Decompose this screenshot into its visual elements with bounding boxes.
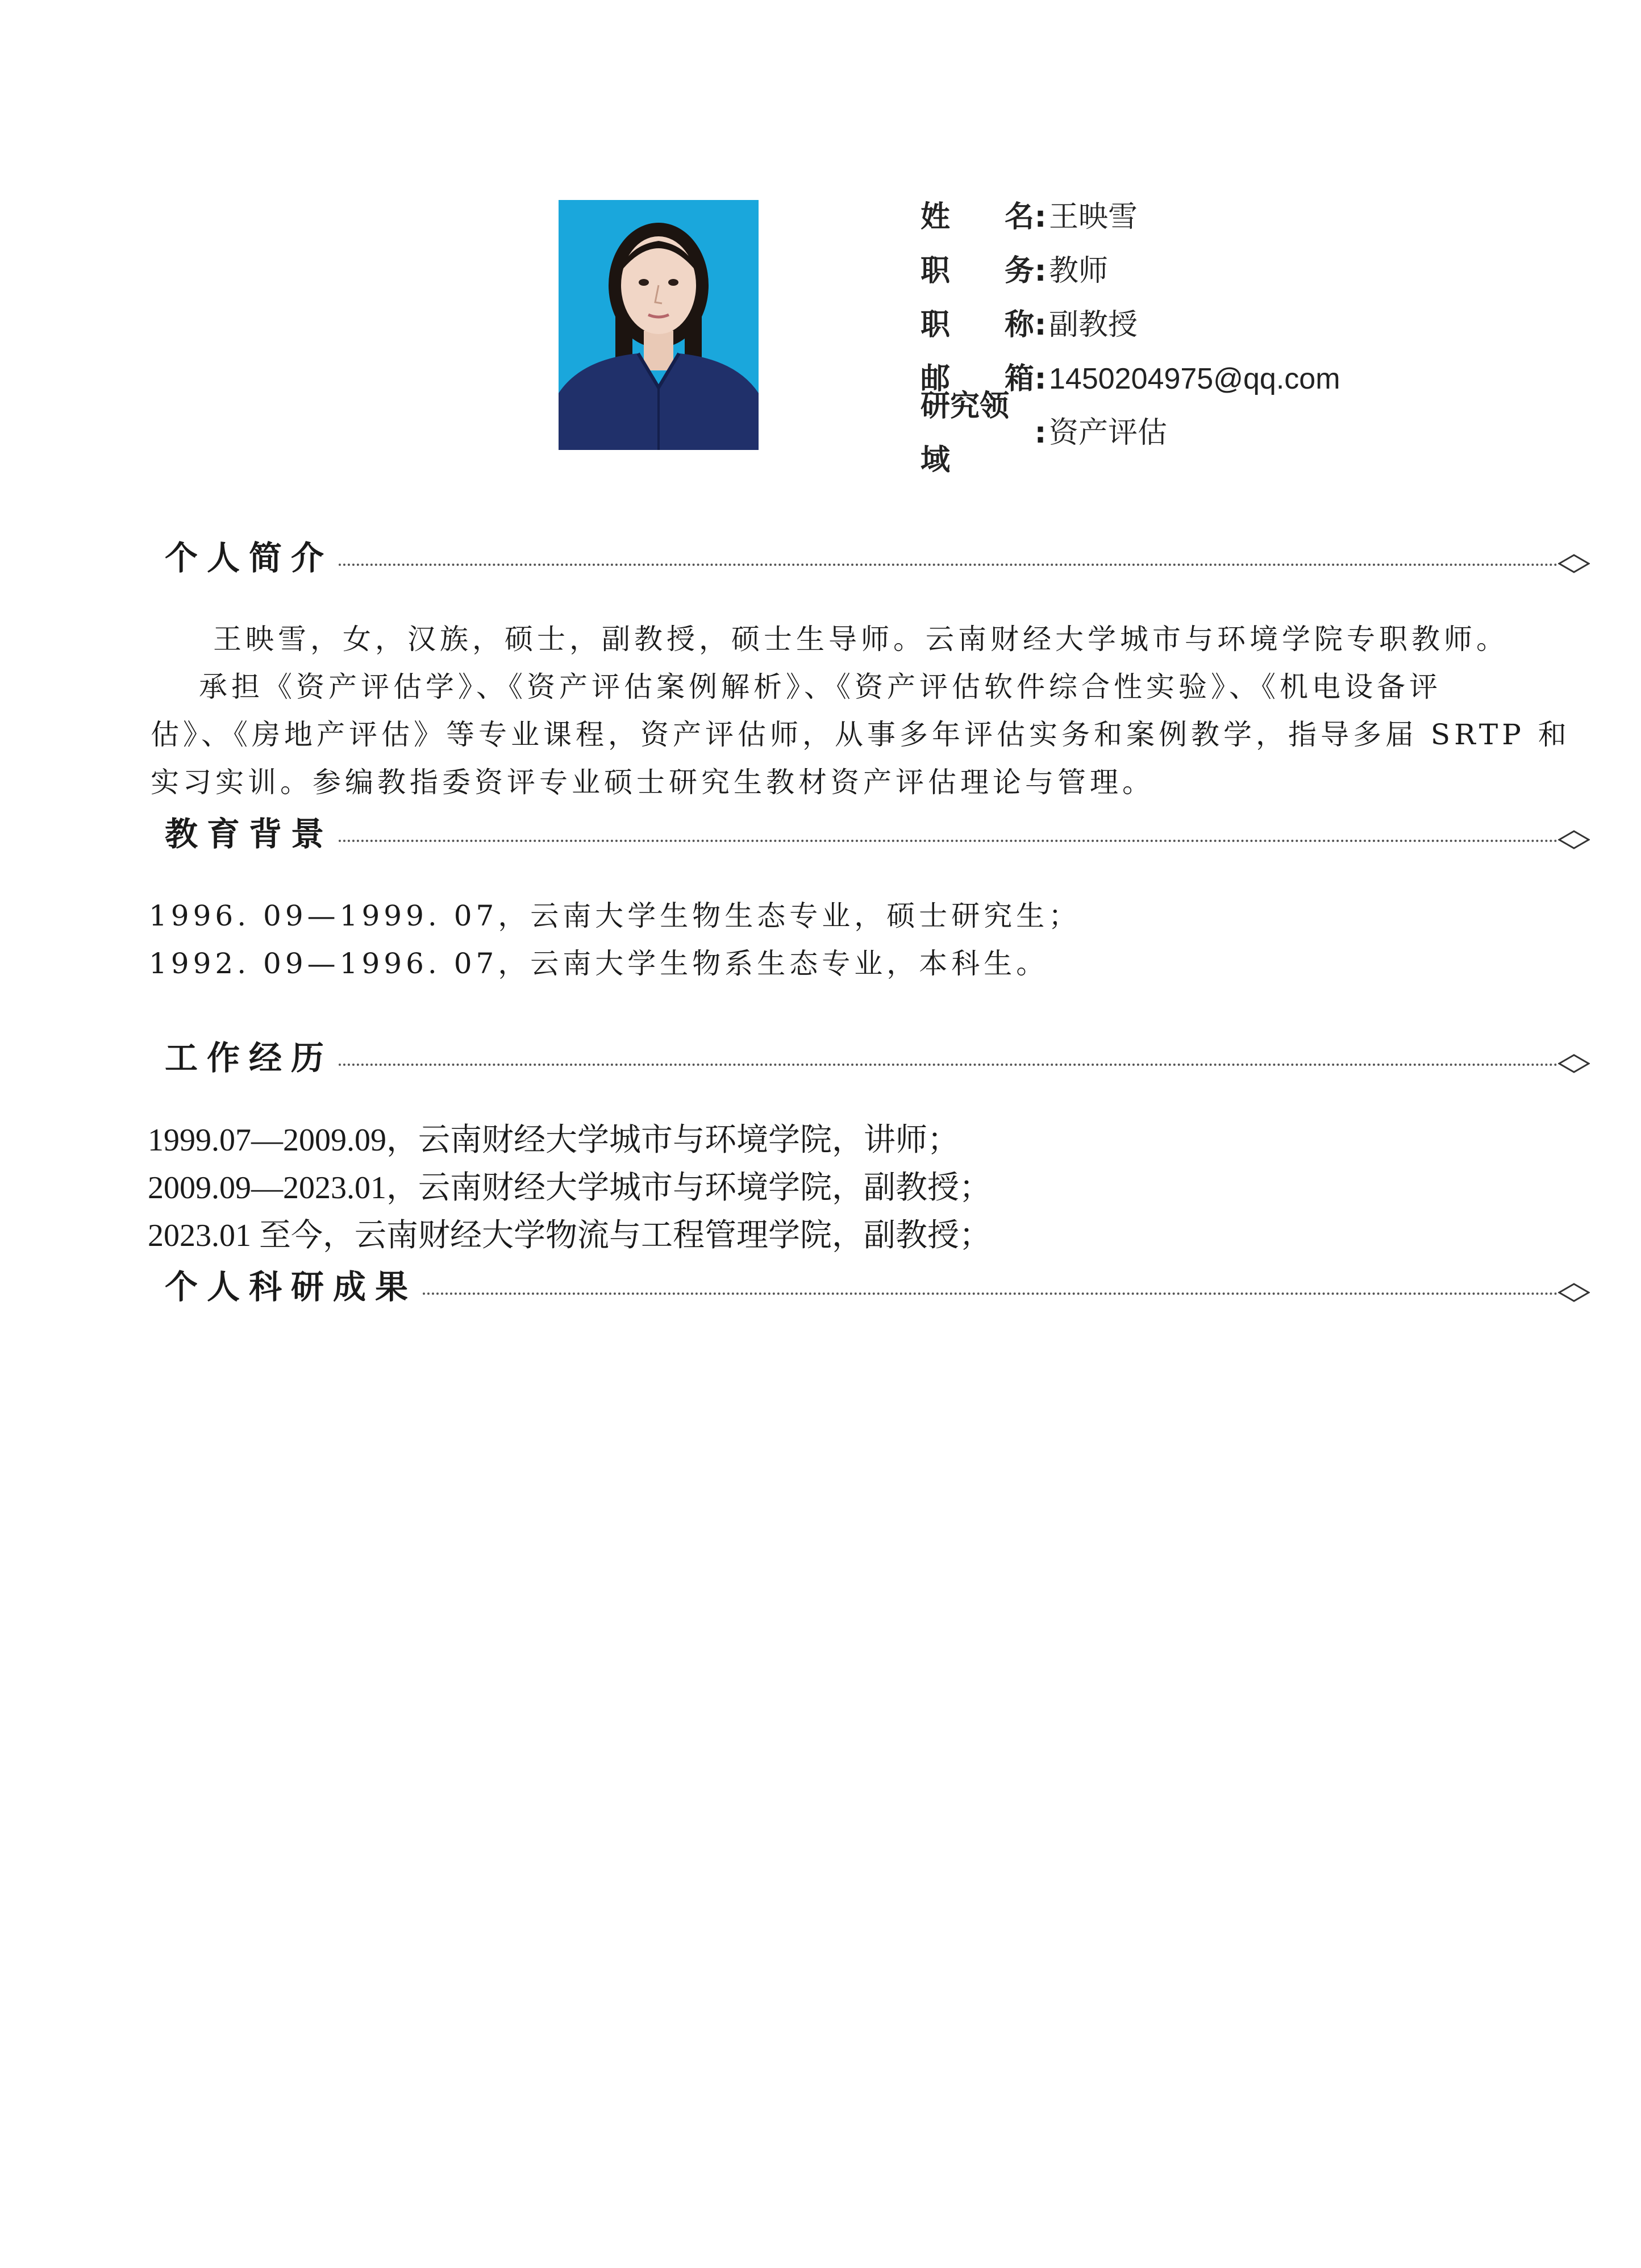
education-item: 1996. 09—1999. 07，云南大学生物生态专业，硕士研究生； xyxy=(149,899,1081,932)
bio-line: 实习实训。参编教指委资评专业硕士研究生教材资产评估理论与管理。 xyxy=(151,766,1155,799)
info-label: 邮 箱 xyxy=(921,362,1034,396)
profile-photo xyxy=(559,200,759,450)
section-title-intro: 个人简介 xyxy=(165,535,336,581)
work-item: 2009.09—2023.01，云南财经大学城市与环境学院，副教授； xyxy=(148,1170,991,1206)
section-title-education: 教育背景 xyxy=(165,811,336,857)
info-label: 职 称 xyxy=(921,308,1034,342)
section-title-work: 工作经历 xyxy=(165,1035,336,1081)
info-row-title: 职 称 : 副教授 xyxy=(921,298,1489,352)
portrait-image xyxy=(559,200,759,450)
diamond-icon xyxy=(1558,553,1590,574)
info-row-email: 邮 箱 : 1450204975@qq.com xyxy=(921,352,1489,406)
section-title-research: 个人科研成果 xyxy=(165,1264,420,1310)
info-value-research-field: 资产评估 xyxy=(1049,416,1168,449)
info-row-position: 职 务 : 教师 xyxy=(921,244,1489,298)
info-label: 研究领域 xyxy=(921,389,1010,477)
info-row-research-field: 研究领域 : 资产评估 xyxy=(921,406,1489,460)
bio-line: 王映雪，女，汉族，硕士，副教授，硕士生导师。云南财经大学城市与环境学院专职教师。 xyxy=(213,623,1509,656)
bio-line: 承担《资产评估学》、《资产评估案例解析》、《资产评估软件综合性实验》、《机电设备评 xyxy=(199,670,1442,703)
education-text xyxy=(149,892,1081,987)
section-education xyxy=(165,811,1592,857)
bio-text xyxy=(151,615,1571,806)
education-item: 1992. 09—1996. 07，云南大学生物系生态专业，本科生。 xyxy=(149,947,1049,980)
info-value-name: 王映雪 xyxy=(1049,201,1138,234)
work-item: 2023.01 至今，云南财经大学物流与工程管理学院，副教授； xyxy=(148,1218,991,1253)
work-item: 1999.07—2009.09，云南财经大学城市与环境学院，讲师； xyxy=(148,1123,959,1158)
diamond-icon xyxy=(1558,829,1590,850)
diamond-icon xyxy=(1558,1282,1590,1303)
section-divider xyxy=(409,1293,1558,1295)
info-label: 职 务 xyxy=(921,254,1034,288)
section-research xyxy=(165,1264,1592,1310)
info-row-name: 姓 名 : 王映雪 xyxy=(921,190,1489,244)
section-work xyxy=(165,1035,1592,1081)
section-divider xyxy=(330,564,1558,566)
info-label: 姓 名 xyxy=(921,200,1034,234)
section-divider xyxy=(330,1064,1558,1066)
diamond-icon xyxy=(1558,1053,1590,1074)
info-value-position: 教师 xyxy=(1049,255,1109,287)
section-divider xyxy=(330,840,1558,842)
work-text xyxy=(148,1116,991,1260)
section-intro xyxy=(165,535,1592,581)
bio-line: 估》、《房地产评估》等专业课程，资产评估师，从事多年评估实务和案例教学，指导多届 SRTP 和 xyxy=(151,718,1571,751)
info-value-title: 副教授 xyxy=(1049,308,1138,341)
profile-info xyxy=(921,190,1489,477)
info-value-email[interactable]: 1450204975@qq.com xyxy=(1049,362,1340,395)
